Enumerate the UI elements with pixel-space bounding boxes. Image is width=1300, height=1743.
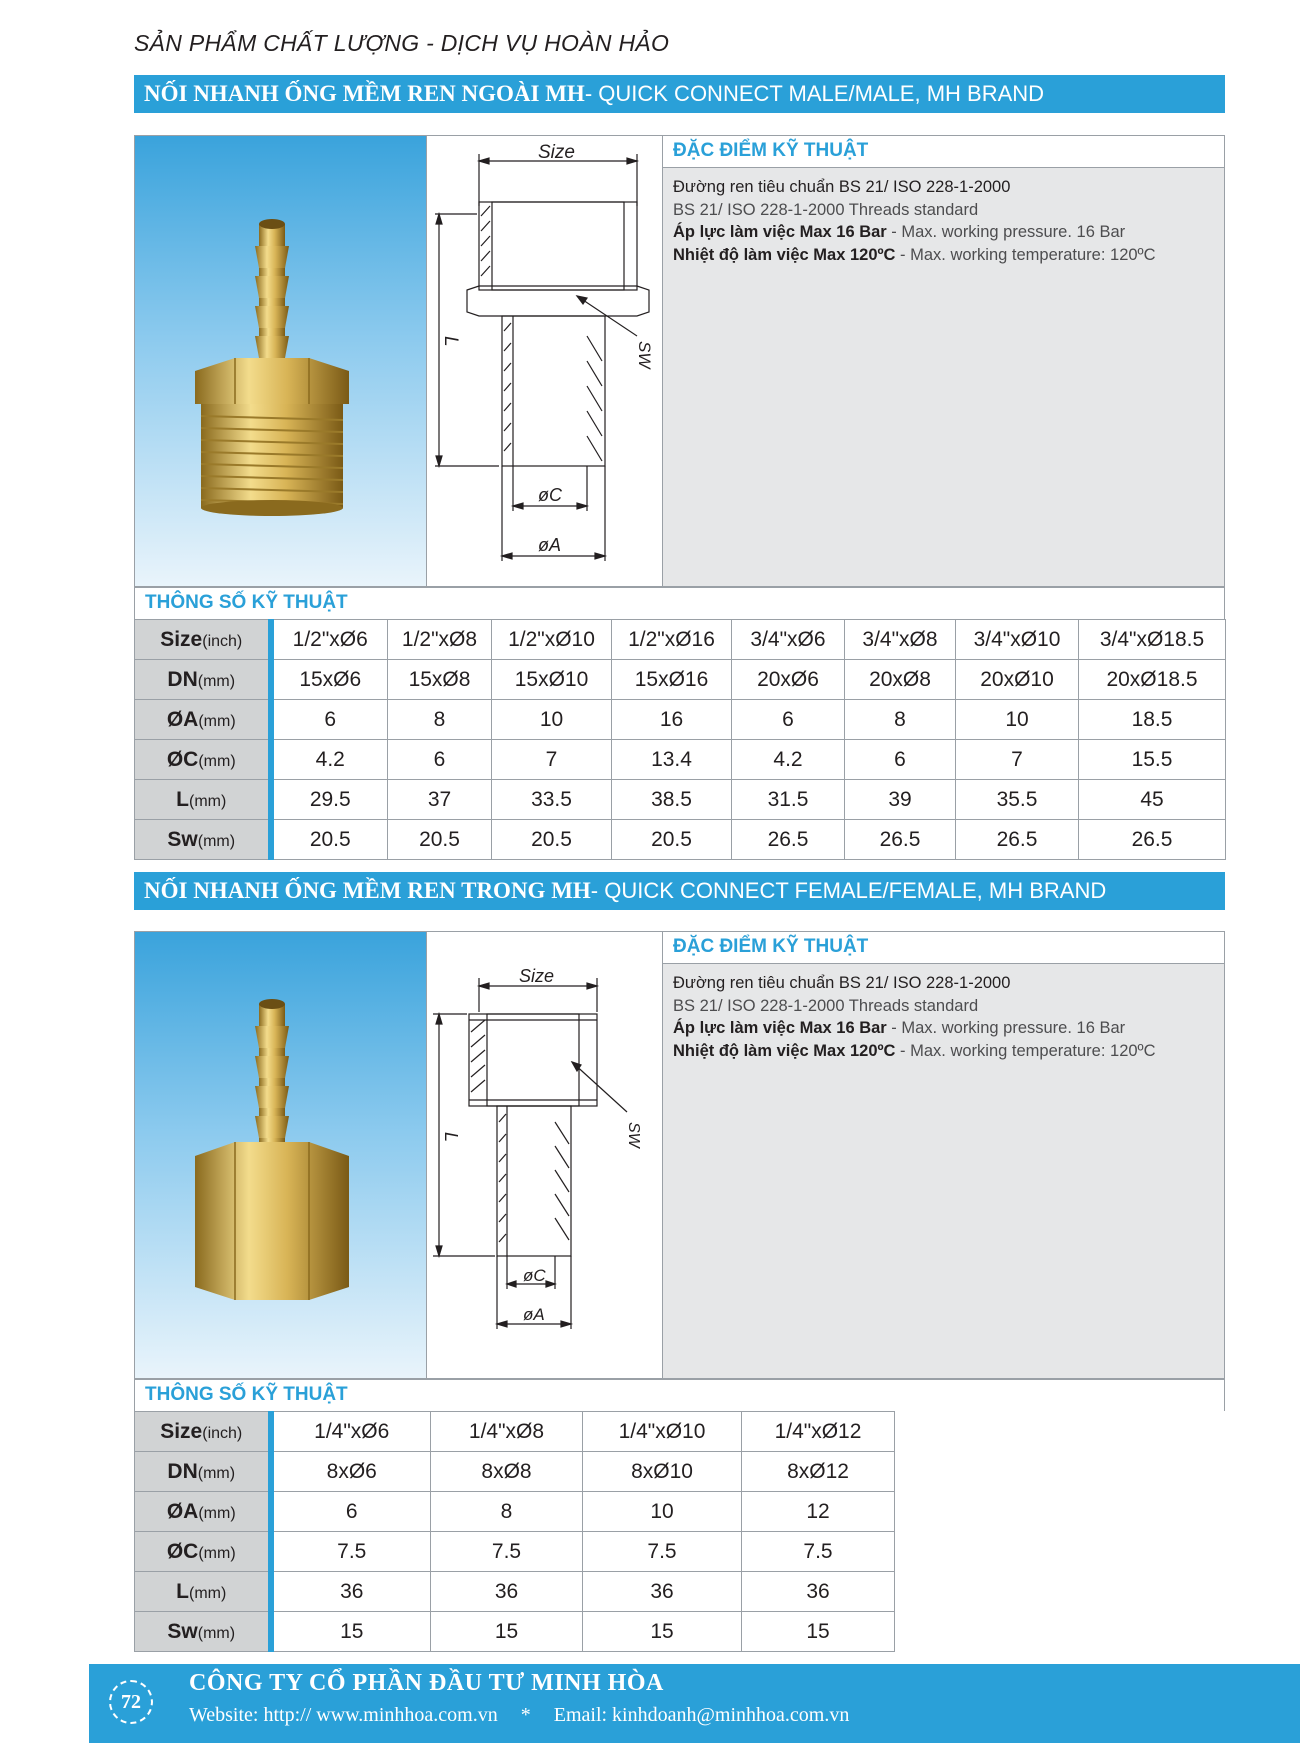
table-cell: 20.5 [612,820,732,860]
row-unit: (mm) [197,1464,236,1482]
spec-row-dn [135,1452,895,1492]
section-1-product-panel [134,135,1225,587]
row-label: L [176,1579,189,1603]
section-2-product-photo [135,932,427,1378]
spec-line-3-en: - Max. working pressure. 16 Bar [886,1019,1126,1037]
spec-row-c [135,740,1226,780]
table-cell: 7.5 [742,1532,895,1572]
spec-row-sw [135,820,1226,860]
table-cell: 20xØ10 [956,660,1079,700]
section-1-spec-heading: ĐẶC ĐIỂM KỸ THUẬT [663,136,1224,168]
row-label: DN [167,667,198,691]
table-cell: 1/4"xØ12 [742,1412,895,1452]
row-label: Size [160,627,203,651]
table-cell: 8 [845,700,956,740]
row-label: Size [160,1419,203,1443]
table-cell: 3/4"xØ6 [732,620,845,660]
page-slogan: SẢN PHẨM CHẤT LƯỢNG - DỊCH VỤ HOÀN HẢO [134,30,670,56]
spec-row-a [135,700,1226,740]
table-cell: 15 [742,1612,895,1652]
section-1-title-vn: NỐI NHANH ỐNG MỀM REN NGOÀI MH [144,81,585,106]
table-cell: 1/4"xØ6 [271,1412,431,1452]
table-cell: 26.5 [1079,820,1226,860]
page-number-badge: 72 [109,1680,153,1724]
table-cell: 6 [271,700,388,740]
spec-line-3-vn: Áp lực làm việc Max 16 Bar [673,223,887,241]
table-cell: 45 [1079,780,1226,820]
section-2-banner [134,872,1225,910]
table-cell: 7.5 [583,1532,742,1572]
table-cell: 20xØ6 [732,660,845,700]
table-cell: 1/2"xØ6 [271,620,388,660]
row-label: Sw [167,827,198,851]
section-2-spec-table [134,1411,895,1652]
table-cell: 20.5 [271,820,388,860]
section-2-spec-heading: ĐẶC ĐIỂM KỸ THUẬT [663,932,1224,964]
page-footer [89,1664,1300,1743]
table-cell: 8xØ12 [742,1452,895,1492]
row-header [135,660,271,700]
spec-line-3-en: - Max. working pressure. 16 Bar [886,223,1126,241]
row-header [135,740,271,780]
section-1-technical-drawing [427,136,663,586]
spec-line-4-en: - Max. working temperature: 120ºC [895,1041,1156,1060]
table-cell: 10 [492,700,612,740]
row-header [135,1452,271,1492]
section-1-table-heading: THÔNG SỐ KỸ THUẬT [134,587,1225,619]
table-cell: 26.5 [956,820,1079,860]
female-hose-barb-image [135,932,427,1380]
table-cell: 15xØ8 [388,660,492,700]
spec-row-size [135,620,1226,660]
table-cell: 3/4"xØ10 [956,620,1079,660]
company-contact [189,1704,867,1727]
spec-line-4-en: - Max. working temperature: 120ºC [895,245,1156,264]
row-header [135,620,271,660]
row-unit: (mm) [197,672,236,690]
section-2-spec-panel [663,932,1224,1378]
drawing-l-label: L [441,1132,461,1143]
table-cell: 1/4"xØ8 [431,1412,583,1452]
table-cell: 20.5 [492,820,612,860]
spec-line-3 [673,221,1214,244]
section-1-spec-table [134,619,1226,860]
spec-line-4 [673,1040,1214,1063]
table-cell: 8xØ10 [583,1452,742,1492]
table-cell: 15xØ10 [492,660,612,700]
table-cell: 29.5 [271,780,388,820]
table-cell: 20xØ18.5 [1079,660,1226,700]
table-cell: 13.4 [612,740,732,780]
drawing-size-label: Size [519,966,555,986]
table-cell: 37 [388,780,492,820]
row-label: DN [167,1459,198,1483]
row-unit: (mm) [198,712,236,730]
table-cell: 7 [492,740,612,780]
section-1-spec-panel [663,136,1224,586]
section-2-technical-drawing [427,932,663,1378]
table-cell: 38.5 [612,780,732,820]
section-2-title-en: - QUICK CONNECT FEMALE/FEMALE, MH BRAND [590,878,1107,903]
section-1-spec-body [663,168,1224,274]
table-cell: 7.5 [431,1532,583,1572]
spec-line-2: BS 21/ ISO 228-1-2000 Threads standard [673,996,979,1015]
section-2-product-panel [134,931,1225,1379]
row-label: L [176,787,189,811]
spec-line-4-vn: Nhiệt độ làm việc Max 120ºC [673,245,896,264]
row-unit: (mm) [198,1504,236,1522]
drawing-sw-label: SW [635,341,654,369]
company-name: CÔNG TY CỔ PHẦN ĐẦU TƯ MINH HÒA [189,1670,664,1696]
spec-line-3-vn: Áp lực làm việc Max 16 Bar [673,1019,887,1037]
row-header [135,700,271,740]
table-cell: 16 [612,700,732,740]
drawing-a-label: øA [523,1305,545,1324]
row-header [135,1412,271,1452]
row-label: ØC [166,1539,199,1563]
table-cell: 15 [583,1612,742,1652]
table-cell: 26.5 [845,820,956,860]
table-cell: 7.5 [271,1532,431,1572]
table-cell: 3/4"xØ8 [845,620,956,660]
row-label: ØC [166,747,199,771]
contact-separator: * [520,1704,531,1726]
spec-row-c [135,1532,895,1572]
table-cell: 8 [431,1492,583,1532]
table-cell: 36 [431,1572,583,1612]
table-cell: 36 [271,1572,431,1612]
table-cell: 15 [271,1612,431,1652]
spec-row-a [135,1492,895,1532]
table-cell: 36 [583,1572,742,1612]
row-unit: (mm) [197,1624,236,1642]
female-fitting-drawing [427,932,663,1380]
row-unit: (mm) [189,1584,227,1602]
row-header [135,1572,271,1612]
drawing-size-label: Size [538,142,575,163]
spec-line-3 [673,1017,1214,1040]
row-label: ØA [166,707,199,731]
table-cell: 6 [271,1492,431,1532]
spec-line-4-vn: Nhiệt độ làm việc Max 120ºC [673,1041,896,1060]
table-cell: 33.5 [492,780,612,820]
section-1-banner [134,75,1225,113]
table-cell: 15xØ16 [612,660,732,700]
table-cell: 12 [742,1492,895,1532]
table-cell: 18.5 [1079,700,1226,740]
male-hose-barb-image [135,136,427,588]
drawing-c-label: øC [523,1266,546,1285]
section-2-title-vn: NỐI NHANH ỐNG MỀM REN TRONG MH [144,878,591,903]
section-2-table-heading: THÔNG SỐ KỸ THUẬT [134,1379,1225,1411]
table-cell: 1/2"xØ16 [612,620,732,660]
row-header [135,820,271,860]
row-unit: (inch) [202,1424,243,1442]
spec-line-4 [673,244,1214,267]
table-cell: 3/4"xØ18.5 [1079,620,1226,660]
section-1-title-en: - QUICK CONNECT MALE/MALE, MH BRAND [584,81,1045,106]
row-header [135,1532,271,1572]
table-cell: 15.5 [1079,740,1226,780]
table-cell: 10 [956,700,1079,740]
row-label: Sw [167,1619,198,1643]
row-unit: (mm) [189,792,227,810]
table-cell: 26.5 [732,820,845,860]
table-cell: 4.2 [271,740,388,780]
drawing-sw-label: SW [625,1122,642,1148]
row-header [135,780,271,820]
table-cell: 8xØ8 [431,1452,583,1492]
table-cell: 31.5 [732,780,845,820]
row-header [135,1612,271,1652]
table-cell: 35.5 [956,780,1079,820]
spec-row-size [135,1412,895,1452]
table-cell: 15 [431,1612,583,1652]
row-unit: (mm) [197,832,236,850]
company-website[interactable]: Website: http:// www.minhhoa.com.vn [189,1704,498,1726]
table-cell: 15xØ6 [271,660,388,700]
table-cell: 1/4"xØ10 [583,1412,742,1452]
table-cell: 20.5 [388,820,492,860]
spec-row-sw [135,1612,895,1652]
table-cell: 7 [956,740,1079,780]
spec-line-2: BS 21/ ISO 228-1-2000 Threads standard [673,200,979,219]
drawing-l-label: L [440,336,461,347]
table-cell: 10 [583,1492,742,1532]
table-cell: 4.2 [732,740,845,780]
table-cell: 8xØ6 [271,1452,431,1492]
spec-row-l [135,1572,895,1612]
spec-row-dn [135,660,1226,700]
section-1-product-photo [135,136,427,586]
spec-line-1: Đường ren tiêu chuẩn BS 21/ ISO 228-1-2000 [673,178,1011,196]
section-2-spec-body [663,964,1224,1070]
table-cell: 1/2"xØ10 [492,620,612,660]
table-cell: 20xØ8 [845,660,956,700]
company-email[interactable]: Email: kinhdoanh@minhhoa.com.vn [553,1704,850,1726]
table-cell: 39 [845,780,956,820]
table-cell: 6 [732,700,845,740]
row-unit: (mm) [198,1544,236,1562]
spec-line-1: Đường ren tiêu chuẩn BS 21/ ISO 228-1-2000 [673,974,1011,992]
table-cell: 8 [388,700,492,740]
table-cell: 6 [845,740,956,780]
table-cell: 1/2"xØ8 [388,620,492,660]
table-cell: 6 [388,740,492,780]
row-label: ØA [166,1499,199,1523]
spec-row-l [135,780,1226,820]
row-header [135,1492,271,1532]
row-unit: (mm) [198,752,236,770]
row-unit: (inch) [202,632,243,650]
table-cell: 36 [742,1572,895,1612]
drawing-a-label: øA [538,535,562,555]
drawing-c-label: øC [538,485,562,505]
male-fitting-drawing [427,136,663,588]
